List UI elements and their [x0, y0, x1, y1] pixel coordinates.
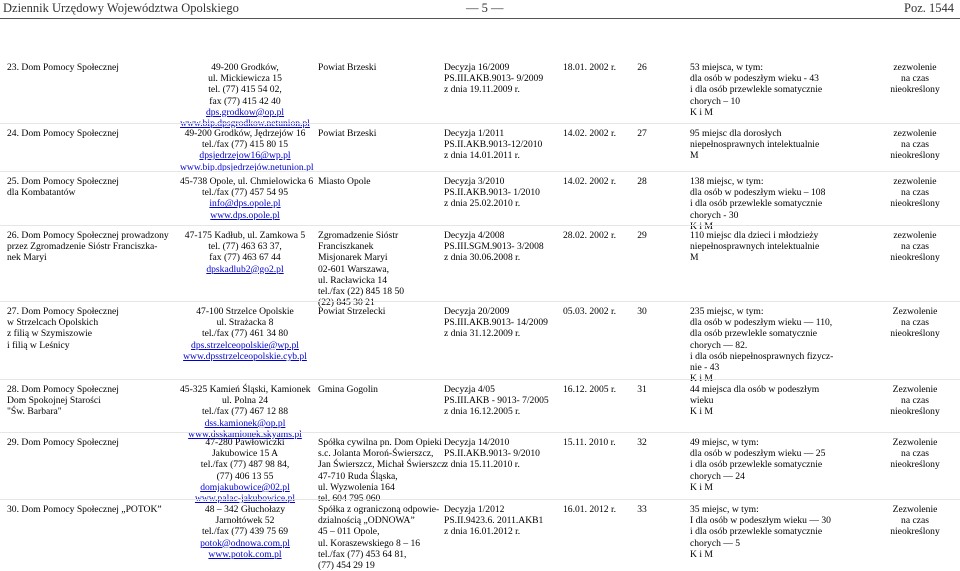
cell-perm — [870, 384, 960, 418]
cell-line: 27. Dom Pomocy Społecznej — [7, 306, 119, 317]
cell-line: Powiat Brzeski — [318, 62, 377, 73]
cell-line: K i M — [690, 406, 713, 418]
entry-number: 30 — [637, 306, 647, 317]
cell-line: i dla osób przewlekle somatycznie — [690, 198, 823, 210]
cell-line: z dnia 25.02.2010 r. — [444, 198, 521, 210]
cell-line: z dnia 16.12.2005 r. — [444, 406, 521, 418]
cell-line: na czas — [901, 241, 929, 253]
cell-line: "Św. Barbara" — [7, 406, 62, 418]
cell-line: ul. Wyzwolenia 164 — [318, 481, 395, 493]
cell-line: Miasto Opole — [318, 176, 371, 187]
cell-line: zezwolenie — [893, 62, 937, 73]
entry-number: 29 — [637, 230, 647, 241]
cell-line: 18.01. 2002 r. — [563, 62, 617, 73]
cell-line: tel./fax (22) 845 18 50 — [318, 286, 405, 298]
cell-line: Jan Świerszcz, Michał Świerszcz — [318, 459, 446, 471]
cell-line: na czas — [901, 448, 929, 460]
contact-link[interactable]: www.bip.dpsjedrzejów.netunion.pl — [180, 161, 314, 173]
cell-addr — [180, 504, 310, 560]
cell-name — [7, 176, 179, 198]
cell-addr — [180, 230, 310, 275]
cell-name — [7, 504, 179, 515]
cell-dec — [444, 437, 554, 471]
cell-line: Zgromadzenie Sióstr — [318, 230, 399, 241]
cell-perm — [870, 176, 960, 210]
cell-line: 16.12. 2005 r. — [563, 384, 617, 395]
cell-line: nie - 43 — [690, 362, 720, 374]
cell-line: 44 miejsca dla osób w podeszłym — [690, 384, 820, 395]
cell-line: tel. 604 795 060 — [318, 493, 381, 505]
journal-title: Dziennik Urzędowy Województwa Opolskiego — [3, 1, 239, 15]
entry-number: 32 — [637, 437, 647, 448]
cell-line: K i M — [690, 106, 713, 118]
cell-line: Decyzja 4/2008 — [444, 230, 505, 241]
cell-line: niepełnosprawnych intelektualnie — [690, 241, 820, 253]
contact-link[interactable]: dps.strzelceopolskie@wp.pl — [191, 339, 299, 351]
cell-cap — [690, 504, 875, 560]
contact-link[interactable]: www.dsskamionek.skyams.pl — [188, 428, 302, 440]
contact-link[interactable]: dpsjedrzejow16@wp.pl — [199, 150, 291, 162]
cell-line: 49-200 Grodków, Jędrzejów 16 — [184, 128, 306, 139]
cell-name — [7, 437, 179, 448]
cell-line: Decyzja 3/2010 — [444, 176, 505, 187]
entry-number: 27 — [637, 128, 647, 139]
cell-name — [7, 306, 179, 351]
contact-link[interactable]: www.bip.dpsgrodkow.netunion.pl — [180, 118, 310, 130]
cell-dec — [444, 230, 554, 264]
cell-line: Gmina Gogolin — [318, 384, 378, 395]
cell-line: 45-738 Opole, ul. Chmielowicka 6 — [180, 176, 314, 187]
cell-perm — [870, 437, 960, 471]
cell-name — [7, 128, 179, 139]
page-number: — 5 — — [466, 1, 504, 15]
cell-line: 14.02. 2002 r. — [563, 176, 617, 187]
cell-name — [7, 384, 179, 418]
cell-line: niepełnosprawnych intelektualnie — [690, 139, 820, 151]
cell-line: na czas — [901, 139, 929, 151]
cell-line: I dla osób w podeszłym wieku — 30 — [690, 515, 831, 527]
cell-line: dla osób w podeszłym wieku – 108 — [690, 187, 826, 199]
cell-org — [318, 306, 438, 317]
cell-line: 26. Dom Pomocy Społecznej prowadzony — [7, 230, 169, 241]
cell-line: zezwolenie — [893, 230, 937, 241]
cell-line: Zezwolenie — [892, 504, 938, 515]
cell-line: chorych – 10 — [690, 95, 741, 107]
cell-line: 48 – 342 Głuchołazy — [204, 504, 286, 515]
cell-name — [7, 62, 179, 73]
cell-org — [318, 504, 438, 571]
cell-line: 29. Dom Pomocy Społecznej — [7, 437, 119, 448]
cell-perm — [870, 230, 960, 264]
cell-line: nek Maryi — [7, 252, 47, 264]
cell-line: Powiat Strzelecki — [318, 306, 386, 317]
cell-line: na czas — [901, 515, 929, 527]
cell-line: tel./fax (77) 453 64 81, — [318, 548, 407, 560]
cell-line: 45 – 011 Opole, — [318, 526, 380, 538]
cell-line: Decyzja 20/2009 — [444, 306, 510, 317]
contact-link[interactable]: www.dpsstrzelceopolskie.cyb.pl — [183, 350, 307, 362]
cell-addr — [180, 176, 314, 221]
entry-number: 26 — [637, 62, 647, 73]
cell-line: zezwolenie — [893, 176, 937, 187]
cell-line: z dnia 15.11.2010 r. — [444, 459, 520, 471]
cell-line: Spółka z ograniczoną odpowie- — [318, 504, 440, 515]
cell-line: z dnia 19.11.2009 r. — [444, 84, 520, 96]
header-rule — [0, 18, 960, 19]
cell-date — [563, 437, 623, 448]
cell-line: PS.III.AKB.9013- 9/2009 — [444, 73, 544, 85]
cell-line: tel./fax (77) 467 12 88 — [201, 406, 289, 418]
cell-line: PS.III.AKB - 9013- 7/2005 — [444, 395, 549, 407]
cell-line: 95 miejsc dla dorosłych — [690, 128, 782, 139]
cell-line: nieokreślony — [890, 198, 940, 210]
cell-line: (77) 454 29 19 — [318, 560, 375, 571]
cell-date — [563, 62, 623, 73]
cell-line: (77) 406 13 55 — [216, 470, 274, 482]
row-divider — [0, 123, 960, 124]
cell-date — [563, 384, 623, 395]
cell-line: K i M — [690, 220, 713, 232]
cell-line: 02-601 Warszawa, — [318, 263, 389, 275]
cell-line: fax (77) 415 42 40 — [209, 95, 281, 107]
cell-org — [318, 384, 438, 395]
contact-link[interactable]: www.potok.com.pl — [208, 548, 282, 560]
contact-link[interactable]: www.dps.opole.pl — [210, 209, 280, 221]
cell-line: dla osób przewlekle somatycznie — [690, 328, 818, 340]
cell-line: Zezwolenie — [892, 306, 938, 317]
cell-line: Decyzja 16/2009 — [444, 62, 510, 73]
cell-line: chorych — 24 — [690, 470, 745, 482]
cell-dec — [444, 504, 554, 538]
cell-line: 16.01. 2012 r. — [563, 504, 617, 515]
cell-addr — [180, 306, 310, 362]
cell-line: 235 miejsc, w tym: — [690, 306, 764, 317]
contact-link[interactable]: domjakubowice@02.pl — [200, 481, 290, 493]
cell-dec — [444, 384, 554, 418]
cell-line: 110 miejsc dla dzieci i młodzieży — [690, 230, 819, 241]
cell-line: na czas — [901, 395, 929, 407]
cell-line: chorych — 82. — [690, 339, 748, 351]
cell-line: tel./fax (77) 457 54 95 — [201, 187, 289, 199]
cell-perm — [870, 306, 960, 340]
cell-line: Decyzja 14/2010 — [444, 437, 510, 448]
contact-link[interactable]: dss.kamionek@op.pl — [204, 417, 286, 429]
contact-link[interactable]: info@dps.opole.pl — [209, 198, 281, 210]
cell-line: tel. (77) 463 63 37, — [208, 241, 282, 253]
cell-line: i dla osób przewlekle somatycznie — [690, 459, 823, 471]
cell-line: chorych - 30 — [690, 209, 739, 221]
cell-line: tel. (77) 415 54 02, — [208, 84, 282, 96]
cell-line: 28.02. 2002 r. — [563, 230, 617, 241]
row-divider — [0, 379, 960, 380]
cell-line: dla Kombatantów — [7, 187, 76, 199]
cell-line: fax (77) 463 67 44 — [209, 252, 281, 264]
cell-line: Franciszkanek — [318, 241, 374, 253]
row-divider — [0, 499, 960, 500]
cell-date — [563, 504, 623, 515]
entry-number: 31 — [637, 384, 647, 395]
cell-line: Zezwolenie — [892, 384, 938, 395]
cell-line: nieokreślony — [890, 406, 940, 418]
cell-cap — [690, 437, 875, 493]
cell-line: na czas — [901, 73, 929, 85]
cell-line: tel./fax (77) 439 75 69 — [201, 526, 289, 538]
cell-line: 47-710 Ruda Śląska, — [318, 470, 398, 482]
cell-line: Spółka cywilna pn. Dom Opieki — [318, 437, 442, 448]
contact-link[interactable]: dpskadlub2@go2.pl — [206, 263, 284, 275]
cell-org — [318, 176, 438, 187]
contact-link[interactable]: dps.grodkow@op.pl — [205, 106, 285, 118]
cell-line: z dnia 16.01.2012 r. — [444, 526, 521, 538]
cell-line: nieokreślony — [890, 526, 940, 538]
cell-line: Jakubowice 15 A — [211, 448, 279, 460]
cell-line: 45-325 Kamień Śląski, Kamionek — [180, 384, 311, 395]
cell-line: 49-200 Grodków, — [211, 62, 279, 73]
cell-cap — [690, 128, 875, 162]
cell-cap — [690, 62, 875, 118]
cell-line: s.c. Jolanta Moroń-Świerszcz, — [318, 448, 434, 460]
cell-line: Dom Spokojnej Starości — [7, 395, 101, 407]
cell-line: dzialnością „ODNOWA” — [318, 515, 415, 527]
cell-line: z dnia 31.12.2009 r. — [444, 328, 521, 340]
cell-line: 14.02. 2002 r. — [563, 128, 617, 139]
cell-line: PS.II.AKB.9013- 1/2010 — [444, 187, 540, 199]
cell-line: Misjonarek Maryi — [318, 252, 388, 264]
row-divider — [0, 171, 960, 172]
cell-line: K i M — [690, 373, 713, 385]
cell-line: M — [690, 252, 699, 264]
row-divider — [0, 225, 960, 226]
cell-line: w Strzelcach Opolskich — [7, 317, 99, 329]
cell-line: ul. Koraszewskiego 8 – 16 — [318, 537, 421, 549]
cell-line: wieku — [690, 395, 714, 407]
cell-line: 47-280 Pawłowiczki — [205, 437, 285, 448]
cell-line: z dnia 30.06.2008 r. — [444, 252, 521, 264]
cell-line: z filią w Szymiszowie — [7, 328, 92, 340]
cell-line: 53 miejsca, w tym: — [690, 62, 764, 73]
cell-line: dla osób w podeszłym wieku — 25 — [690, 448, 826, 460]
cell-line: 23. Dom Pomocy Społecznej — [7, 62, 119, 73]
cell-line: ul. Racławicka 14 — [318, 274, 387, 286]
cell-line: PS.III.SGM.9013- 3/2008 — [444, 241, 544, 253]
cell-line: i dla osób przewlekle somatycznie — [690, 84, 823, 96]
cell-line: K i M — [690, 548, 713, 560]
cell-line: na czas — [901, 187, 929, 199]
cell-line: i dla osób przewlekle somatycznie — [690, 526, 823, 538]
position-number: Poz. 1544 — [904, 1, 954, 15]
cell-line: nieokreślony — [890, 459, 940, 471]
cell-line: tel./fax (77) 487 98 84, — [200, 459, 290, 471]
cell-line: PS.II.9423.6. 2011.AKB1 — [444, 515, 544, 527]
cell-org — [318, 230, 438, 308]
cell-line: i dla osób niepełnosprawnych fizycz- — [690, 350, 834, 362]
cell-addr — [180, 62, 310, 129]
cell-line: i filią w Leśnicy — [7, 339, 70, 351]
cell-line: 28. Dom Pomocy Społecznej — [7, 384, 119, 395]
cell-line: 35 miejsc, w tym: — [690, 504, 759, 515]
cell-addr — [180, 437, 310, 504]
contact-link[interactable]: www.palac-jakubowice.pl — [194, 493, 296, 505]
cell-perm — [870, 128, 960, 162]
row-divider — [0, 432, 960, 433]
cell-line: tel./fax (77) 415 80 15 — [201, 139, 289, 151]
cell-line: Decyzja 4/05 — [444, 384, 495, 395]
cell-line: (22) 845 30 21 — [318, 297, 375, 309]
cell-line: ul. Polna 24 — [221, 395, 269, 407]
cell-org — [318, 128, 438, 139]
cell-line: 05.03. 2002 r. — [563, 306, 617, 317]
cell-date — [563, 230, 623, 241]
cell-dec — [444, 176, 554, 210]
cell-line: chorych — 5 — [690, 537, 741, 549]
cell-name — [7, 230, 179, 264]
cell-line: nieokreślony — [890, 328, 940, 340]
cell-line: nieokreślony — [890, 252, 940, 264]
cell-cap — [690, 230, 875, 264]
cell-line: ul. Strażacka 8 — [216, 317, 274, 329]
cell-line: Jarnołtówek 52 — [215, 515, 275, 527]
cell-line: 47-100 Strzelce Opolskie — [196, 306, 294, 317]
cell-cap — [690, 176, 875, 232]
row-divider — [0, 301, 960, 302]
cell-line: tel./fax (77) 461 34 80 — [201, 328, 289, 340]
cell-line: zezwolenie — [893, 128, 937, 139]
cell-line: M — [690, 150, 699, 162]
cell-line: przez Zgromadzenie Sióstr Franciszka- — [7, 241, 158, 253]
cell-line: Powiat Brzeski — [318, 128, 377, 139]
page-header — [0, 0, 960, 22]
cell-line: ul. Mickiewicza 15 — [208, 73, 282, 85]
cell-addr — [180, 128, 314, 173]
cell-cap — [690, 306, 875, 384]
entry-number: 33 — [637, 504, 647, 515]
cell-line: Decyzja 1/2012 — [444, 504, 505, 515]
cell-perm — [870, 62, 960, 96]
cell-line: nieokreślony — [890, 150, 940, 162]
cell-date — [563, 128, 623, 139]
cell-dec — [444, 306, 554, 340]
cell-line: 25. Dom Pomocy Społecznej — [7, 176, 119, 187]
cell-perm — [870, 504, 960, 538]
cell-line: z dnia 14.01.2011 r. — [444, 150, 520, 162]
cell-line: 30. Dom Pomocy Społecznej „POTOK” — [7, 504, 162, 515]
cell-line: Decyzja 1/2011 — [444, 128, 505, 139]
cell-line: 138 miejsc, w tym: — [690, 176, 764, 187]
cell-date — [563, 306, 623, 317]
cell-dec — [444, 62, 554, 96]
cell-line: 24. Dom Pomocy Społecznej — [7, 128, 119, 139]
cell-line: nieokreślony — [890, 84, 940, 96]
cell-org — [318, 437, 446, 505]
cell-line: PS.III.AKB.9013- 14/2009 — [444, 317, 548, 329]
cell-line: K i M — [690, 481, 713, 493]
cell-org — [318, 62, 438, 73]
cell-cap — [690, 384, 875, 418]
cell-line: Zezwolenie — [892, 437, 938, 448]
cell-dec — [444, 128, 554, 162]
contact-link[interactable]: potok@odnowa.com.pl — [200, 537, 290, 549]
cell-line: 49 miejsc, w tym: — [690, 437, 759, 448]
cell-line: na czas — [901, 317, 929, 329]
cell-line: dla osób w podeszłym wieku - 43 — [690, 73, 819, 85]
cell-line: PS.II.AKB.9013- 9/2010 — [444, 448, 540, 460]
entry-number: 28 — [637, 176, 647, 187]
cell-line: 47-175 Kadłub, ul. Zamkowa 5 — [184, 230, 306, 241]
cell-line: 15.11. 2010 r. — [563, 437, 616, 448]
cell-line: PS.II.AKB.9013-12/2010 — [444, 139, 543, 151]
cell-line: dla osób w podeszłym wieku — 110, — [690, 317, 833, 329]
cell-date — [563, 176, 623, 187]
